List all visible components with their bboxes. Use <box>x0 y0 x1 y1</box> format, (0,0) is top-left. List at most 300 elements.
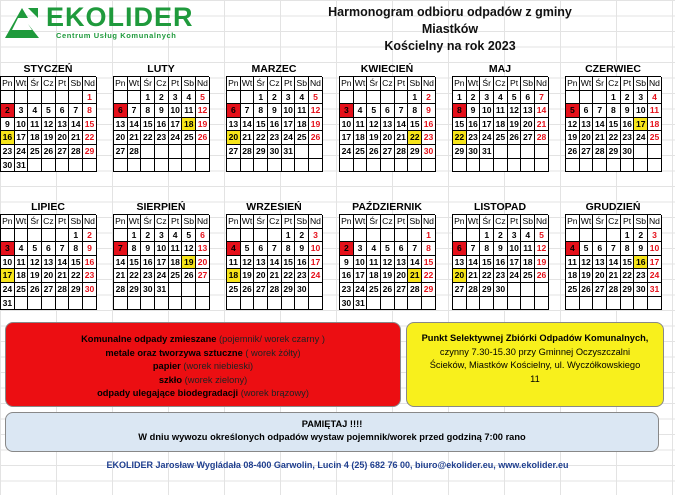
weekday-header: Śr <box>141 77 155 91</box>
footer-contact: EKOLIDER Jarosław Wygládała 08-400 Garwolin, Lucin 4 (25) 682 76 00, biuro@ekolider.eu, www.ekolider.eu <box>106 460 569 470</box>
month-name: PAŹDZIERNIK <box>352 201 422 213</box>
day-cell: 24 <box>282 131 296 145</box>
day-cell: 22 <box>282 269 296 283</box>
day-cell: 18 <box>494 118 508 132</box>
day-cell: 9 <box>422 104 436 118</box>
day-cell: 24 <box>634 131 648 145</box>
empty-cell <box>282 297 296 311</box>
day-cell: 29 <box>607 145 621 159</box>
empty-cell <box>268 297 282 311</box>
day-cell: 17 <box>155 256 169 270</box>
empty-cell <box>196 145 210 159</box>
day-cell: 31 <box>155 283 169 297</box>
day-cell: 13 <box>114 118 128 132</box>
weekday-header: Sb <box>521 77 535 91</box>
day-cell: 19 <box>241 269 255 283</box>
day-cell: 20 <box>114 131 128 145</box>
day-cell: 11 <box>354 118 368 132</box>
day-cell: 27 <box>56 145 70 159</box>
day-cell: 24 <box>1 283 15 297</box>
empty-cell <box>521 145 535 159</box>
day-cell: 12 <box>580 256 594 270</box>
empty-cell <box>15 91 29 105</box>
weekday-header: Nd <box>422 215 436 229</box>
empty-cell <box>128 159 142 173</box>
day-cell: 11 <box>566 256 580 270</box>
day-cell: 20 <box>196 256 210 270</box>
day-cell: 9 <box>83 242 97 256</box>
weekday-header: Cz <box>42 215 56 229</box>
day-cell: 7 <box>69 104 83 118</box>
weekday-header: Śr <box>254 77 268 91</box>
pszok-info-box <box>406 322 664 407</box>
day-cell: 2 <box>155 91 169 105</box>
day-cell: 8 <box>83 104 97 118</box>
day-cell: 4 <box>182 91 196 105</box>
day-cell: 17 <box>1 269 15 283</box>
empty-cell <box>15 229 29 243</box>
day-cell: 21 <box>241 131 255 145</box>
day-cell: 6 <box>580 104 594 118</box>
empty-cell <box>155 297 169 311</box>
empty-cell <box>169 159 183 173</box>
weekday-header: Nd <box>422 77 436 91</box>
day-cell: 25 <box>15 283 29 297</box>
day-cell: 18 <box>28 131 42 145</box>
day-cell: 21 <box>69 131 83 145</box>
day-cell: 26 <box>367 145 381 159</box>
day-cell: 24 <box>480 131 494 145</box>
day-cell: 24 <box>169 131 183 145</box>
day-cell: 8 <box>422 242 436 256</box>
day-cell: 11 <box>28 118 42 132</box>
month-name: CZERWIEC <box>585 63 641 75</box>
empty-cell <box>56 91 70 105</box>
day-cell: 30 <box>621 145 635 159</box>
weekday-header: Sb <box>295 77 309 91</box>
day-cell: 14 <box>593 118 607 132</box>
day-cell: 16 <box>295 256 309 270</box>
day-cell: 17 <box>340 131 354 145</box>
day-cell: 26 <box>42 145 56 159</box>
day-cell: 12 <box>182 242 196 256</box>
day-cell: 1 <box>621 229 635 243</box>
weekday-header: Śr <box>593 215 607 229</box>
weekday-header: Pn <box>566 215 580 229</box>
empty-cell <box>381 229 395 243</box>
empty-cell <box>467 297 481 311</box>
weekday-header: Pt <box>169 215 183 229</box>
day-cell: 5 <box>196 91 210 105</box>
day-cell: 6 <box>56 104 70 118</box>
day-cell: 8 <box>254 104 268 118</box>
day-cell: 1 <box>607 91 621 105</box>
weekday-header: Pn <box>566 77 580 91</box>
empty-cell <box>309 145 323 159</box>
month-name: MAJ <box>488 63 512 75</box>
empty-cell <box>593 229 607 243</box>
empty-cell <box>648 297 662 311</box>
empty-cell <box>634 159 648 173</box>
empty-cell <box>367 91 381 105</box>
empty-cell <box>83 297 97 311</box>
empty-cell <box>354 159 368 173</box>
weekday-header: Pn <box>114 215 128 229</box>
empty-cell <box>607 297 621 311</box>
day-cell: 7 <box>395 104 409 118</box>
day-cell: 6 <box>42 242 56 256</box>
weekday-header: Sb <box>408 77 422 91</box>
day-cell: 11 <box>295 104 309 118</box>
month-name: LISTOPAD <box>473 201 527 213</box>
empty-cell <box>648 159 662 173</box>
day-cell: 21 <box>128 131 142 145</box>
day-cell: 3 <box>508 229 522 243</box>
day-cell: 7 <box>56 242 70 256</box>
empty-cell <box>593 297 607 311</box>
weekday-header: Śr <box>480 77 494 91</box>
day-cell: 2 <box>340 242 354 256</box>
day-cell: 29 <box>83 145 97 159</box>
weekday-header: Pn <box>114 77 128 91</box>
pszok-line: 11 <box>530 373 540 384</box>
empty-cell <box>169 145 183 159</box>
day-cell: 31 <box>1 297 15 311</box>
day-cell: 3 <box>155 229 169 243</box>
empty-cell <box>621 159 635 173</box>
day-cell: 7 <box>593 104 607 118</box>
empty-cell <box>508 297 522 311</box>
day-cell: 7 <box>408 242 422 256</box>
month-name: LIPIEC <box>31 201 65 213</box>
empty-cell <box>381 159 395 173</box>
empty-cell <box>155 145 169 159</box>
day-cell: 25 <box>182 131 196 145</box>
weekday-header: Sb <box>408 215 422 229</box>
day-cell: 12 <box>309 104 323 118</box>
day-cell: 31 <box>282 145 296 159</box>
month-grid <box>113 214 209 310</box>
day-cell: 17 <box>508 256 522 270</box>
weekday-header: Wt <box>354 77 368 91</box>
weekday-header: Wt <box>15 77 29 91</box>
day-cell: 24 <box>354 283 368 297</box>
day-cell: 16 <box>340 269 354 283</box>
empty-cell <box>395 229 409 243</box>
title-line-1: Harmonogram odbioru odpadów z gminy Miastków <box>328 5 572 36</box>
empty-cell <box>580 159 594 173</box>
day-cell: 19 <box>580 269 594 283</box>
day-cell: 21 <box>114 269 128 283</box>
day-cell: 8 <box>480 242 494 256</box>
day-cell: 14 <box>114 256 128 270</box>
day-cell: 30 <box>268 145 282 159</box>
empty-cell <box>648 145 662 159</box>
empty-cell <box>227 297 241 311</box>
day-cell: 14 <box>408 256 422 270</box>
day-cell: 14 <box>69 118 83 132</box>
day-cell: 25 <box>494 131 508 145</box>
day-cell: 20 <box>254 269 268 283</box>
weekday-header: Sb <box>69 77 83 91</box>
weekday-header: Cz <box>381 215 395 229</box>
day-cell: 9 <box>1 118 15 132</box>
empty-cell <box>422 159 436 173</box>
day-cell: 8 <box>621 242 635 256</box>
day-cell: 11 <box>169 242 183 256</box>
weekday-header: Wt <box>580 77 594 91</box>
day-cell: 28 <box>69 145 83 159</box>
day-cell: 28 <box>467 283 481 297</box>
day-cell: 24 <box>648 269 662 283</box>
day-cell: 13 <box>196 242 210 256</box>
month-calendar <box>0 200 96 310</box>
day-cell: 30 <box>1 159 15 173</box>
day-cell: 18 <box>521 256 535 270</box>
day-cell: 12 <box>28 256 42 270</box>
day-cell: 19 <box>367 131 381 145</box>
day-cell: 10 <box>354 256 368 270</box>
day-cell: 4 <box>354 104 368 118</box>
day-cell: 7 <box>535 91 549 105</box>
day-cell: 23 <box>494 269 508 283</box>
month-grid <box>0 214 96 310</box>
title-line-2: Kościelny na rok 2023 <box>384 39 516 53</box>
weekday-header: Śr <box>254 215 268 229</box>
day-cell: 21 <box>535 118 549 132</box>
month-name: SIERPIEŃ <box>136 201 186 213</box>
day-cell: 23 <box>422 131 436 145</box>
month-name: GRUDZIEŃ <box>585 201 641 213</box>
notice-text: W dniu wywozu określonych odpadów wystaw pojemnik/worek przed godziną 7:00 rano <box>138 432 526 442</box>
day-cell: 1 <box>128 229 142 243</box>
day-cell: 24 <box>340 145 354 159</box>
day-cell: 27 <box>580 145 594 159</box>
weekday-header: Pn <box>340 77 354 91</box>
day-cell: 1 <box>480 229 494 243</box>
weekday-header: Wt <box>354 215 368 229</box>
empty-cell <box>141 145 155 159</box>
day-cell: 21 <box>607 269 621 283</box>
empty-cell <box>535 283 549 297</box>
empty-cell <box>69 91 83 105</box>
day-cell: 1 <box>282 229 296 243</box>
day-cell: 23 <box>634 269 648 283</box>
day-cell: 26 <box>28 283 42 297</box>
day-cell: 25 <box>521 269 535 283</box>
weekday-header: Cz <box>494 215 508 229</box>
day-cell: 9 <box>467 104 481 118</box>
day-cell: 11 <box>182 104 196 118</box>
weekday-header: Sb <box>69 215 83 229</box>
day-cell: 28 <box>241 145 255 159</box>
weekday-header: Nd <box>196 77 210 91</box>
day-cell: 25 <box>367 283 381 297</box>
day-cell: 1 <box>69 229 83 243</box>
weekday-header: Sb <box>634 77 648 91</box>
empty-cell <box>309 283 323 297</box>
day-cell: 29 <box>480 283 494 297</box>
day-cell: 15 <box>408 118 422 132</box>
day-cell: 20 <box>395 269 409 283</box>
day-cell: 30 <box>340 297 354 311</box>
empty-cell <box>114 297 128 311</box>
day-cell: 2 <box>83 229 97 243</box>
empty-cell <box>182 145 196 159</box>
weekday-header: Pn <box>453 77 467 91</box>
day-cell: 28 <box>268 283 282 297</box>
empty-cell <box>42 91 56 105</box>
empty-cell <box>566 159 580 173</box>
day-cell: 20 <box>580 131 594 145</box>
day-cell: 13 <box>381 118 395 132</box>
day-cell: 16 <box>268 118 282 132</box>
day-cell: 22 <box>141 131 155 145</box>
day-cell: 6 <box>114 104 128 118</box>
weekday-header: Pt <box>395 215 409 229</box>
day-cell: 29 <box>422 283 436 297</box>
weekday-header: Cz <box>268 77 282 91</box>
day-cell: 19 <box>309 118 323 132</box>
weekday-header: Śr <box>480 215 494 229</box>
day-cell: 4 <box>566 242 580 256</box>
day-cell: 10 <box>309 242 323 256</box>
day-cell: 6 <box>196 229 210 243</box>
day-cell: 26 <box>182 269 196 283</box>
day-cell: 22 <box>83 131 97 145</box>
day-cell: 9 <box>340 256 354 270</box>
day-cell: 5 <box>309 91 323 105</box>
day-cell: 5 <box>182 229 196 243</box>
day-cell: 7 <box>467 242 481 256</box>
logo-subtitle: Centrum Usług Komunalnych <box>56 31 177 40</box>
weekday-header: Sb <box>521 215 535 229</box>
empty-cell <box>381 91 395 105</box>
day-cell: 2 <box>621 91 635 105</box>
day-cell: 5 <box>381 242 395 256</box>
day-cell: 12 <box>535 242 549 256</box>
day-cell: 20 <box>453 269 467 283</box>
day-cell: 8 <box>453 104 467 118</box>
day-cell: 26 <box>566 145 580 159</box>
day-cell: 20 <box>42 269 56 283</box>
day-cell: 26 <box>535 269 549 283</box>
weekday-header: Wt <box>580 215 594 229</box>
day-cell: 23 <box>621 131 635 145</box>
day-cell: 1 <box>83 91 97 105</box>
empty-cell <box>114 159 128 173</box>
day-cell: 21 <box>395 131 409 145</box>
weekday-header: Śr <box>28 215 42 229</box>
empty-cell <box>521 159 535 173</box>
empty-cell <box>535 145 549 159</box>
day-cell: 4 <box>367 242 381 256</box>
weekday-header: Pt <box>56 215 70 229</box>
day-cell: 30 <box>467 145 481 159</box>
empty-cell <box>128 297 142 311</box>
month-calendar <box>452 200 548 310</box>
day-cell: 17 <box>354 269 368 283</box>
weekday-header: Sb <box>182 215 196 229</box>
day-cell: 22 <box>422 269 436 283</box>
day-cell: 18 <box>227 269 241 283</box>
empty-cell <box>395 91 409 105</box>
empty-cell <box>295 159 309 173</box>
empty-cell <box>141 159 155 173</box>
day-cell: 15 <box>254 118 268 132</box>
day-cell: 16 <box>621 118 635 132</box>
day-cell: 10 <box>155 242 169 256</box>
weekday-header: Pn <box>453 215 467 229</box>
month-calendar <box>226 200 322 310</box>
day-cell: 3 <box>480 91 494 105</box>
empty-cell <box>508 159 522 173</box>
day-cell: 30 <box>422 145 436 159</box>
day-cell: 10 <box>282 104 296 118</box>
day-cell: 23 <box>83 269 97 283</box>
day-cell: 14 <box>395 118 409 132</box>
weekday-header: Śr <box>367 215 381 229</box>
weekday-header: Pn <box>340 215 354 229</box>
day-cell: 2 <box>268 91 282 105</box>
weekday-header: Pn <box>227 77 241 91</box>
weekday-header: Cz <box>155 215 169 229</box>
day-cell: 16 <box>467 118 481 132</box>
day-cell: 3 <box>340 104 354 118</box>
weekday-header: Wt <box>128 215 142 229</box>
day-cell: 12 <box>367 118 381 132</box>
month-grid <box>452 76 548 172</box>
day-cell: 29 <box>282 283 296 297</box>
day-cell: 13 <box>593 256 607 270</box>
day-cell: 9 <box>621 104 635 118</box>
day-cell: 28 <box>114 283 128 297</box>
weekday-header: Sb <box>182 77 196 91</box>
empty-cell <box>196 283 210 297</box>
month-grid <box>565 214 661 310</box>
day-cell: 3 <box>634 91 648 105</box>
company-logo <box>0 0 220 46</box>
day-cell: 3 <box>648 229 662 243</box>
empty-cell <box>354 91 368 105</box>
month-calendar <box>565 200 661 310</box>
day-cell: 4 <box>295 91 309 105</box>
day-cell: 5 <box>367 104 381 118</box>
weekday-header: Pt <box>282 215 296 229</box>
day-cell: 1 <box>408 91 422 105</box>
empty-cell <box>634 145 648 159</box>
day-cell: 10 <box>1 256 15 270</box>
day-cell: 27 <box>254 283 268 297</box>
month-calendar <box>339 200 435 310</box>
weekday-header: Cz <box>42 77 56 91</box>
day-cell: 27 <box>196 269 210 283</box>
day-cell: 25 <box>566 283 580 297</box>
empty-cell <box>295 145 309 159</box>
empty-cell <box>381 297 395 311</box>
day-cell: 7 <box>607 242 621 256</box>
legend-row: odpady ulegające biodegradacji (worek brązowy) <box>97 388 309 399</box>
day-cell: 7 <box>128 104 142 118</box>
empty-cell <box>494 297 508 311</box>
day-cell: 14 <box>241 118 255 132</box>
day-cell: 11 <box>15 256 29 270</box>
day-cell: 10 <box>648 242 662 256</box>
day-cell: 5 <box>241 242 255 256</box>
day-cell: 27 <box>453 283 467 297</box>
weekday-header: Wt <box>15 215 29 229</box>
day-cell: 19 <box>508 118 522 132</box>
